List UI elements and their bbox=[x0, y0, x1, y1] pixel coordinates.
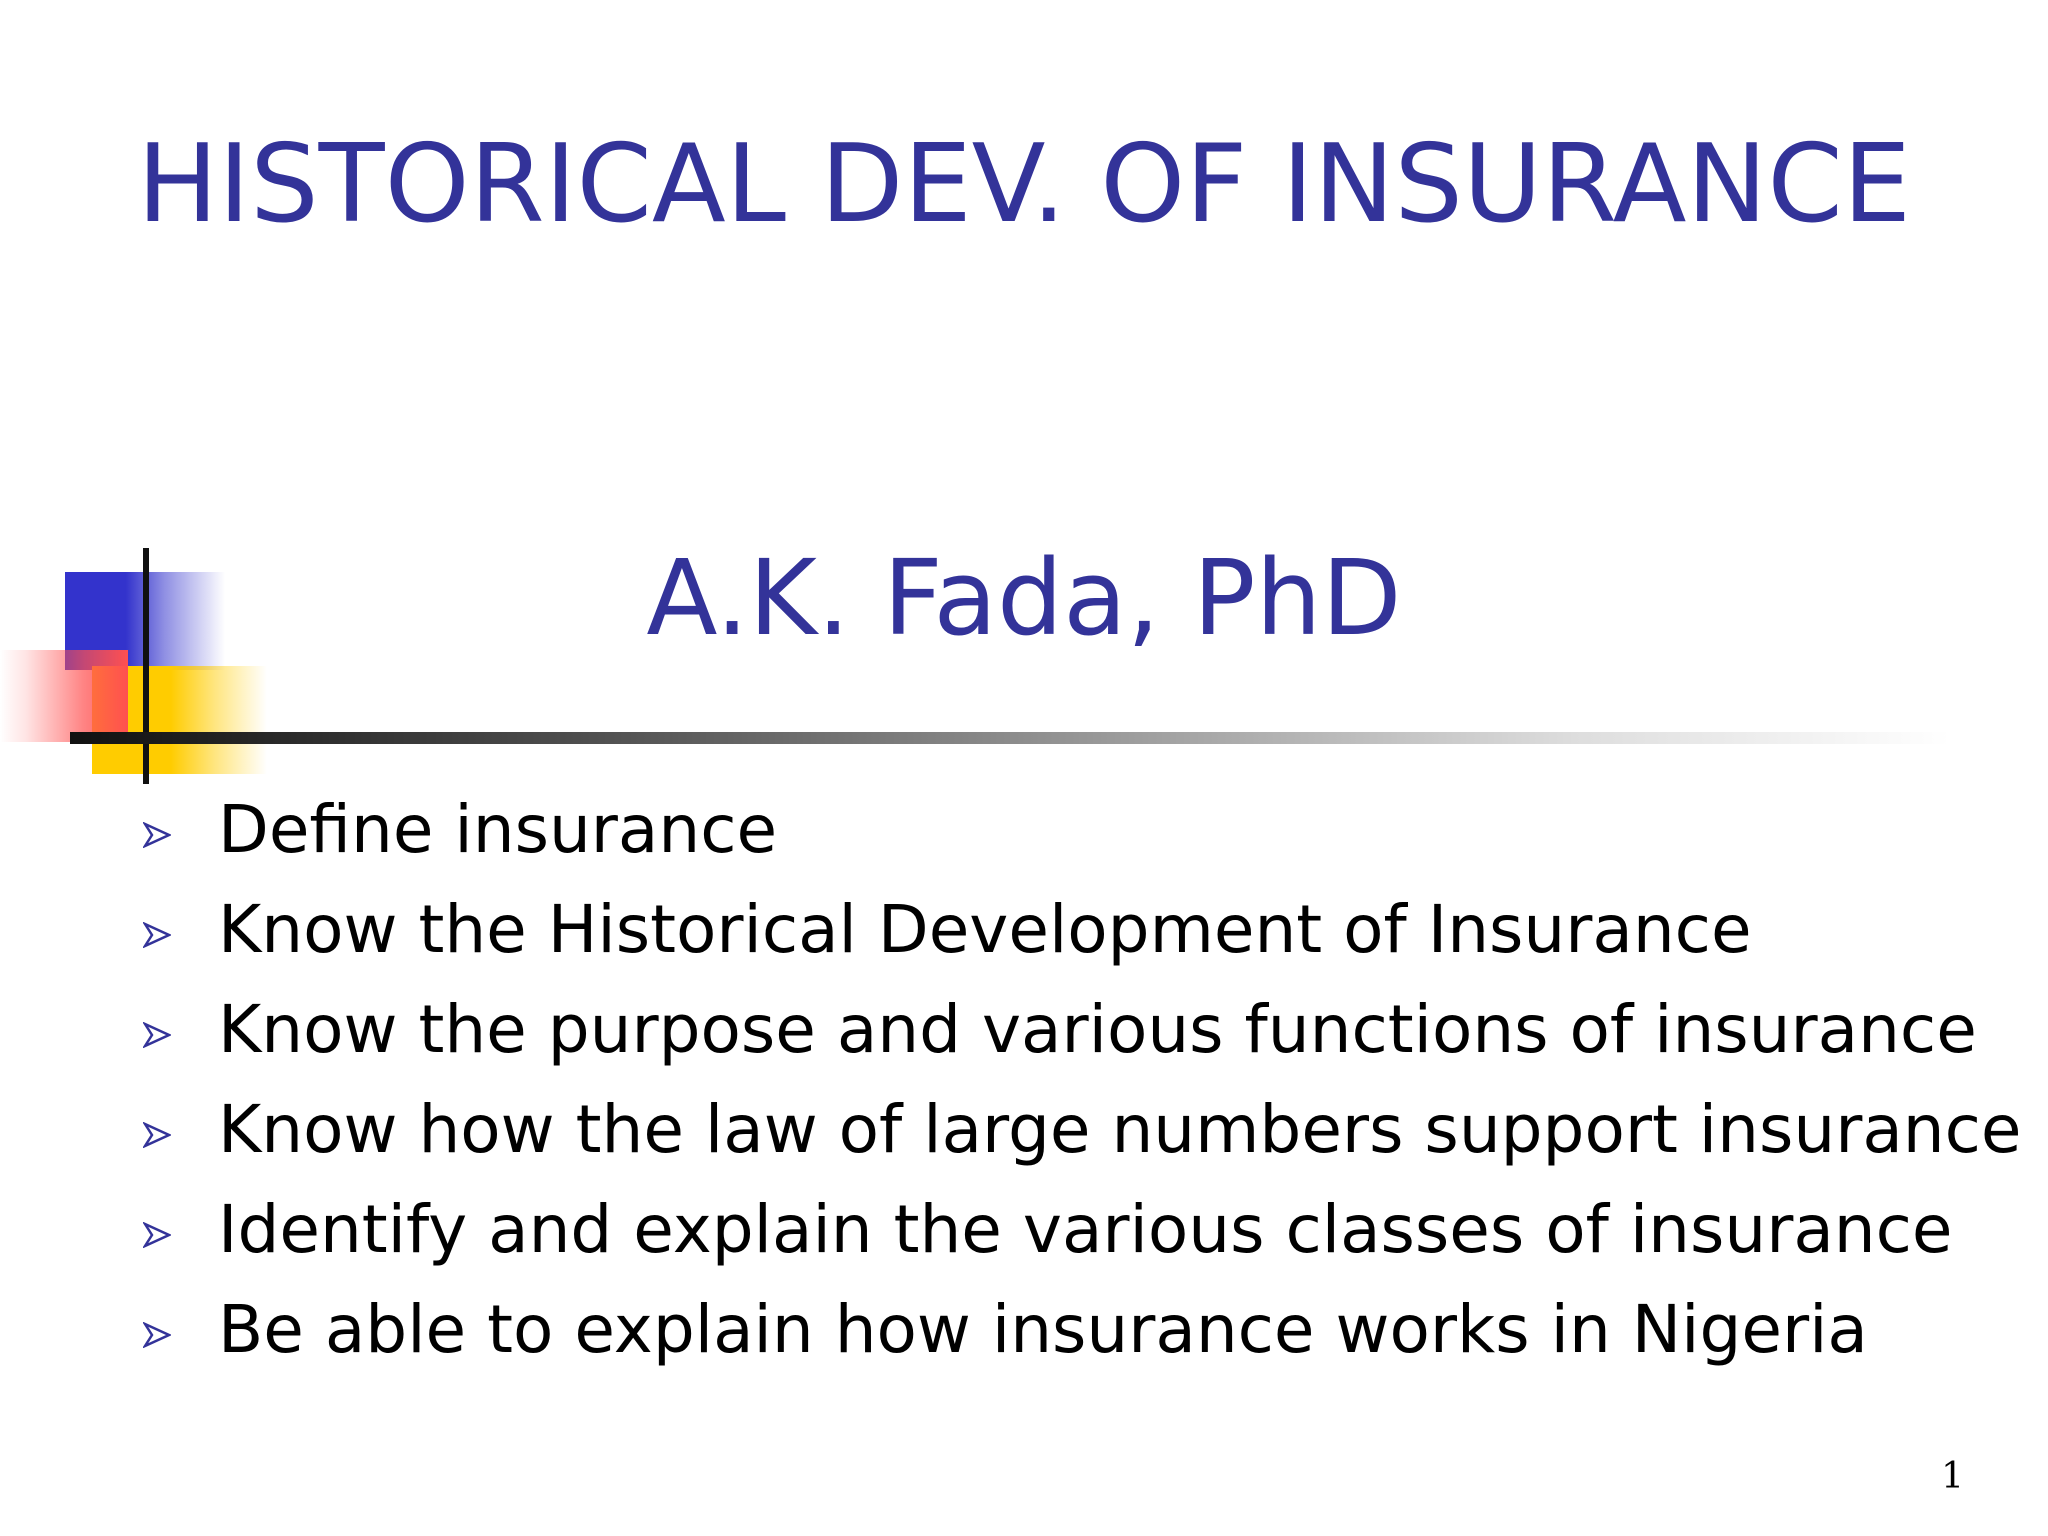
slide-subtitle: A.K. Fada, PhD bbox=[646, 537, 1402, 659]
arrowhead-bullet-icon bbox=[143, 1322, 171, 1348]
bullet-text: Know the purpose and various functions of insurance bbox=[218, 991, 1977, 1068]
decorative-divider-line bbox=[70, 732, 1950, 744]
arrowhead-bullet-icon bbox=[143, 922, 171, 948]
bullet-text: Know the Historical Development of Insurance bbox=[218, 891, 1752, 968]
arrowhead-bullet-icon bbox=[143, 1122, 171, 1148]
arrowhead-bullet-icon bbox=[143, 1222, 171, 1248]
bullet-text: Identify and explain the various classes of insurance bbox=[218, 1191, 1953, 1268]
arrowhead-bullet-icon bbox=[143, 822, 171, 848]
bullet-text: Know how the law of large numbers support insurance bbox=[218, 1091, 2022, 1168]
decorative-red-square bbox=[0, 650, 128, 742]
bullet-text: Define insurance bbox=[218, 791, 778, 868]
page-number: 1 bbox=[1941, 1456, 1964, 1497]
decorative-vertical-line bbox=[143, 548, 149, 784]
arrowhead-bullet-icon bbox=[143, 1022, 171, 1048]
bullet-item bbox=[0, 1080, 2022, 1180]
bullet-item bbox=[0, 880, 2000, 980]
bullet-item bbox=[0, 780, 2000, 880]
bullet-item bbox=[0, 980, 2000, 1080]
slide-title: HISTORICAL DEV. OF INSURANCE bbox=[137, 122, 1911, 247]
bullet-item bbox=[0, 1280, 2000, 1380]
bullet-text: Be able to explain how insurance works in Nigeria bbox=[218, 1291, 1868, 1368]
bullet-item bbox=[0, 1180, 2000, 1280]
